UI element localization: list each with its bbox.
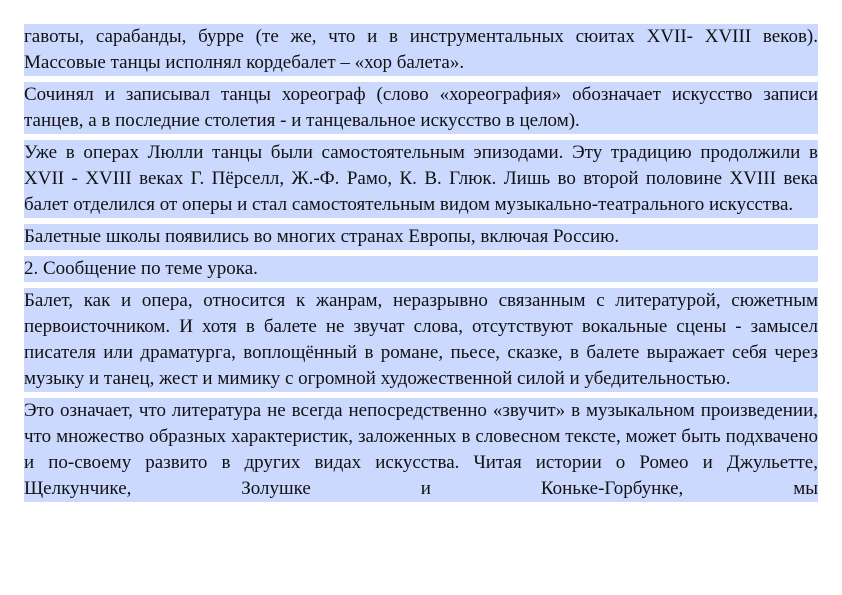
paragraph-ballet-schools: Балетные школы появились во многих странах Европы, включая Россию. (24, 224, 818, 250)
paragraph-dances: гавоты, сарабанды, бурре (те же, что и в инструментальных сюитах XVII- XVIII веков). Массовые танцы исполнял кордебалет – «хор балета». (24, 24, 818, 76)
paragraph-ballet-literature: Балет, как и опера, относится к жанрам, неразрывно связанным с литературой, сюжетным первоисточником. И хотя в балете не звучат слова, отсутствуют вокальные сцены - замысел писателя или драматурга, воплощённый в романе, пьесе, сказке, в балете выражает себя через музыку и танец, жест и мимику с огромной художественной силой и убедительностью. (24, 288, 818, 392)
paragraph-choreographer: Сочинял и записывал танцы хореограф (слово «хореография» обозначает искусство записи танцев, а в последние столетия - и танцевальное искусство в целом). (24, 82, 818, 134)
paragraph-literature-in-music: Это означает, что литература не всегда непосредственно «звучит» в музыкальном произведении, что множество образных характеристик, заложенных в словесном тексте, может быть подхвачено и по-своему развито в других видах искусства. Читая истории о Ромео и Джульетте, Щелкунчике, Золушке и Коньке-Горбунке, мы (24, 398, 818, 502)
paragraph-lully-tradition: Уже в операх Люлли танцы были самостоятельным эпизодами. Эту традицию продолжили в XVII - XVIII веках Г. Пёрселл, Ж.-Ф. Рамо, К. В. Глюк. Лишь во второй половине XVIII века балет отделился от оперы и стал самостоятельным видом музыкально-театрального искусства. (24, 140, 818, 218)
document-page (24, 24, 818, 502)
section-heading-lesson-topic: 2. Сообщение по теме урока. (24, 256, 818, 282)
